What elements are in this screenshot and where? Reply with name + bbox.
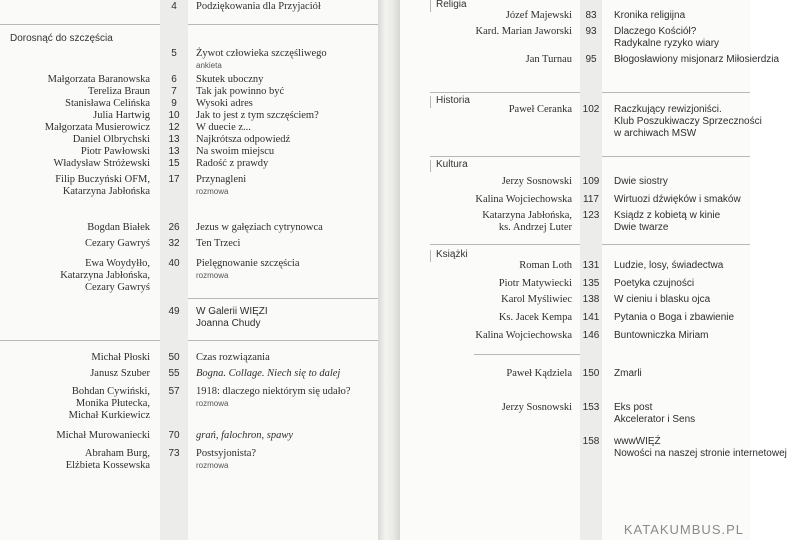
page-number: 93 <box>585 26 597 37</box>
page-number: 146 <box>582 330 600 341</box>
entry-title: Dwie siostry <box>614 176 668 187</box>
entry-author: Jerzy Sosnowski <box>501 402 572 413</box>
entry-author: Michał Murowaniecki <box>56 430 150 441</box>
section-heading: Książki <box>436 249 468 260</box>
entry-author: Michał Płoski <box>91 352 150 363</box>
entry-author: Bogdan Białek <box>87 222 150 233</box>
entry-author: Tereliza Braun <box>88 86 150 97</box>
page-number: 13 <box>168 146 180 157</box>
entry-author: Józef Majewski <box>505 10 572 21</box>
entry-author: Jan Turnau <box>525 54 572 65</box>
entry-title: Dlaczego Kościół? Radykalne ryzyko wiary <box>614 26 720 49</box>
entry-author: Piotr Matywiecki <box>498 278 572 289</box>
section-divider <box>602 244 750 245</box>
entry-title: Ludzie, losy, świadectwa <box>614 260 724 271</box>
page-number: 135 <box>582 278 600 289</box>
page-number: 7 <box>171 86 177 97</box>
entry-title: Buntowniczka Miriam <box>614 330 709 341</box>
entry-title: Podziękowania dla Przyjaciół <box>196 1 321 12</box>
entry-title: Tak jak powinno być <box>196 86 285 97</box>
entry-author: Ks. Jacek Kempa <box>498 312 572 323</box>
entry-title: Poetyka czujności <box>614 278 695 289</box>
section-divider <box>602 92 750 93</box>
entry-title: Jak to jest z tym szczęściem? <box>196 110 319 121</box>
page-number: 13 <box>168 134 180 145</box>
page-number: 131 <box>582 260 600 271</box>
entry-title: Bogna. Collage. Niech się to dalej <box>196 368 341 379</box>
section-divider <box>188 24 378 25</box>
entry-title: Najkrótsza odpowiedź <box>196 134 291 145</box>
page-number: 123 <box>582 210 600 221</box>
entry-title: Na swoim miejscu <box>196 146 275 157</box>
entry-title: Jezus w gałęziach cytrynowca <box>196 222 323 233</box>
entry-title: Błogosławiony misjonarz Miłosierdzia <box>614 54 780 65</box>
page-number: 57 <box>168 386 180 397</box>
entry-title: Ten Trzeci <box>196 238 241 249</box>
entry-author: Janusz Szuber <box>90 368 150 379</box>
entry-title: Czas rozwiązania <box>196 352 270 363</box>
entry-title: Kronika religijna <box>614 10 686 21</box>
section-divider <box>602 156 750 157</box>
entry-title: Pielęgnowanie szczęścia rozmowa <box>196 258 300 280</box>
entry-author: Paweł Ceranka <box>508 104 572 115</box>
page-number: 12 <box>168 122 180 133</box>
entry-author: Kard. Marian Jaworski <box>475 26 572 37</box>
section-divider <box>430 92 580 93</box>
entry-author: Ewa Woydyłło, Katarzyna Jabłońska, Cezary Gawryś <box>60 258 150 293</box>
section-divider <box>0 24 160 25</box>
entry-subtitle: rozmowa <box>196 187 229 196</box>
entry-title: Raczkujący rewizjoniści. Klub Poszukiwaczy Sprzeczności w archiwach MSW <box>614 104 762 139</box>
page-number: 117 <box>583 194 599 205</box>
book-gutter <box>378 0 400 540</box>
entry-title: Wysoki adres <box>196 98 253 109</box>
entry-author: Władysław Stróżewski <box>53 158 150 169</box>
page-number: 109 <box>582 176 600 187</box>
section-divider <box>430 156 580 157</box>
page-number: 6 <box>171 74 177 85</box>
entry-title: Zmarli <box>614 368 642 379</box>
entry-author: Abraham Burg, Elżbieta Kossewska <box>65 448 150 471</box>
entry-title: Żywot człowieka szczęśliwego ankieta <box>196 48 327 70</box>
entry-author: Cezary Gawryś <box>84 238 150 249</box>
entry-title: Skutek uboczny <box>196 74 264 85</box>
entry-subtitle: rozmowa <box>196 271 229 280</box>
page-number: 9 <box>171 98 177 109</box>
entry-title: Przynagleni rozmowa <box>196 174 247 196</box>
page-number: 26 <box>168 222 180 233</box>
watermark: KATAKUMBUS.PL <box>623 522 744 537</box>
entry-title: Radość z prawdy <box>196 158 269 169</box>
entry-title: Pytania o Boga i zbawienie <box>614 312 735 323</box>
entry-title: W cieniu i blasku ojca <box>614 294 711 305</box>
section-heading: Kultura <box>436 159 468 170</box>
page-number: 10 <box>168 110 180 121</box>
page-number: 55 <box>168 368 180 379</box>
entry-subtitle: rozmowa <box>196 399 229 408</box>
entry-title: Wirtuozi dźwięków i smaków <box>614 194 741 205</box>
entry-author: Małgorzata Baranowska <box>47 74 150 85</box>
page-number: 4 <box>171 1 177 12</box>
section-heading: Religia <box>436 0 467 10</box>
entry-author: Paweł Kądziela <box>506 368 572 379</box>
page-number: 141 <box>582 312 600 323</box>
page-number: 73 <box>168 448 180 459</box>
entry-title: grań, falochron, spawy <box>196 430 294 441</box>
entry-author: Roman Loth <box>519 260 572 271</box>
entry-title: wwwWIĘŹ Nowości na naszej stronie internetowej <box>614 436 787 459</box>
left-page <box>0 0 378 540</box>
page-number: 102 <box>582 104 600 115</box>
page-number: 153 <box>582 402 600 413</box>
section-divider <box>474 354 580 355</box>
entry-title: Eks post Akcelerator i Sens <box>614 402 696 425</box>
section-marker <box>430 160 431 172</box>
entry-author: Jerzy Sosnowski <box>501 176 572 187</box>
entry-author: Piotr Pawłowski <box>80 146 150 157</box>
entry-subtitle: ankieta <box>196 61 222 70</box>
entry-title: Ksiądz z kobietą w kinie Dwie twarze <box>614 210 721 233</box>
entry-author: Daniel Olbrychski <box>72 134 150 145</box>
page-number: 150 <box>582 368 600 379</box>
entry-title: W duecie z... <box>196 122 251 133</box>
entry-title: W Galerii WIĘZI Joanna Chudy <box>196 306 268 329</box>
page-number: 70 <box>168 430 180 441</box>
entry-title: 1918: dlaczego niektórym się udało? rozmowa <box>196 386 351 408</box>
section-divider <box>430 244 580 245</box>
page-number: 5 <box>171 48 177 59</box>
page-number: 17 <box>168 174 180 185</box>
entry-author: Kalina Wojciechowska <box>475 330 572 341</box>
entry-title: Postsyjonista? rozmowa <box>196 448 257 470</box>
section-divider <box>188 298 378 299</box>
right-page <box>400 0 787 540</box>
page-number: 49 <box>168 306 180 317</box>
entry-author: Karol Myśliwiec <box>501 294 572 305</box>
section-heading: Historia <box>436 95 470 106</box>
page-number: 138 <box>582 294 600 305</box>
page-number: 32 <box>168 238 180 249</box>
entry-author: Julia Hartwig <box>93 110 150 121</box>
entry-author: Stanisława Celińska <box>65 98 150 109</box>
section-divider <box>188 340 378 341</box>
page-number: 95 <box>585 54 597 65</box>
page-number: 83 <box>585 10 597 21</box>
page-number: 50 <box>168 352 180 363</box>
entry-subtitle: rozmowa <box>196 461 229 470</box>
page-number: 15 <box>168 158 180 169</box>
entry-author: Kalina Wojciechowska <box>475 194 572 205</box>
page-number: 158 <box>582 436 600 447</box>
entry-author: Filip Buczyński OFM, Katarzyna Jabłońska <box>55 174 150 197</box>
section-divider <box>0 340 160 341</box>
page-number: 40 <box>168 258 180 269</box>
section-heading: Dorosnąć do szczęścia <box>10 33 113 44</box>
entry-author: Katarzyna Jabłońska, ks. Andrzej Luter <box>482 210 572 233</box>
entry-author: Małgorzata Musierowicz <box>44 122 150 133</box>
entry-author: Bohdan Cywiński, Monika Płutecka, Michał Kurkiewicz <box>68 386 150 421</box>
